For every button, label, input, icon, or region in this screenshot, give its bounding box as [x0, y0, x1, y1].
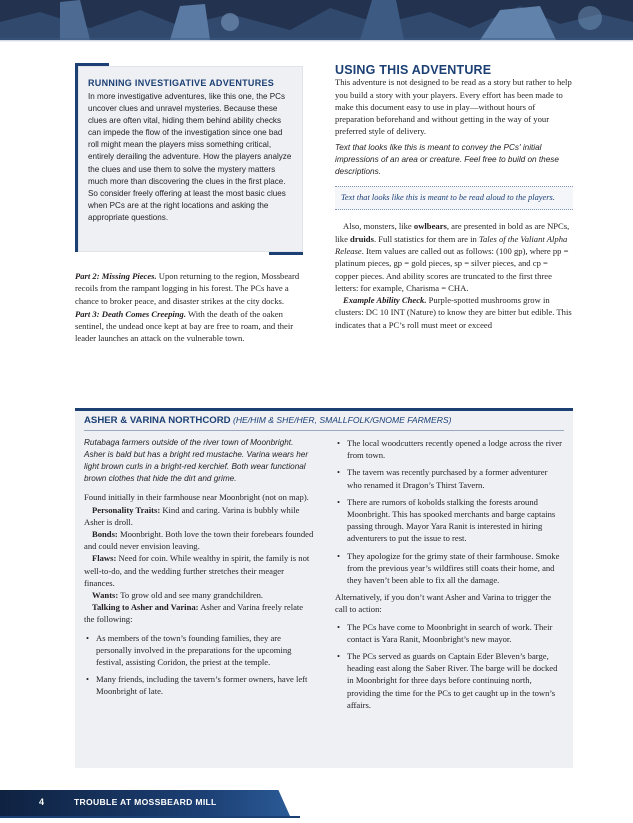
page-number: 4 — [39, 797, 45, 807]
npc-traits — [84, 504, 314, 528]
list-item: • The tavern was recently purchased by a former adventurer who renamed it Dragon’s Thirst Tavern. — [335, 466, 563, 490]
npc-flaws — [84, 552, 314, 589]
wants-text: To grow old and see many grandchildren. — [118, 590, 264, 600]
p3-tales: Tales of the Valiant Alpha Release — [335, 233, 568, 256]
p3-b: , are presented in bold as are NPCs, like — [335, 221, 570, 244]
npc-tag: (HE/HIM & SHE/HER, SMALLFOLK/GNOME FARMERS) — [230, 415, 452, 425]
bonds-text: Moonbright. Both love the town their forebears founded and could never envision leaving. — [84, 528, 314, 552]
sidebar-title: RUNNING INVESTIGATIVE ADVENTURES — [88, 78, 275, 88]
page-footer — [0, 782, 633, 823]
header-illustration — [0, 0, 633, 40]
using-paragraph-2: Text that looks like this is meant to convey the PCs' initial impressions of an area or creature. Feel free to build on these descriptions. — [335, 142, 559, 176]
npc-found: Found initially in their farmhouse near Moonbright (not on map). — [84, 492, 309, 503]
p3-c: . Full statistics for them are in — [373, 233, 479, 244]
traits-label: Personality Traits: — [92, 504, 161, 515]
list-item: • As members of the town’s founding families, they are personally involved in the preparations for the upcoming festival, assisting Coridon, the priest at the temple. — [84, 632, 314, 669]
npc-wants — [84, 589, 314, 601]
using-paragraph-1: This adventure is not designed to be read as a story but rather to help you build a story with your players. Every effort has been made to make this document easy to use in play—without hours of preparation beforehand and without getting in the way of your preferred style of delivery. — [335, 77, 572, 137]
list-item: • They apologize for the grimy state of their farmhouse. Smoke from the previous year’s wildfires still coats their home, and they haven’t been able to fix all the damage. — [335, 550, 563, 587]
traits-text: Kind and caring. Varina is bubbly while Asher is droll. — [84, 504, 300, 527]
list-item: • The local woodcutters recently opened a lodge across the river from town. — [335, 437, 563, 461]
npc-alternative: Alternatively, if you don’t want Asher and Varina to trigger the call to action: — [335, 592, 552, 615]
footer-title: TROUBLE AT MOSSBEARD MILL — [74, 797, 217, 807]
part-2-paragraph — [75, 270, 303, 307]
p4-label: Example Ability Check. — [343, 295, 427, 306]
part-2-label: Part 2: Missing Pieces. — [75, 271, 157, 281]
npc-title — [84, 415, 452, 426]
list-item: • Many friends, including the tavern’s former owners, have left Moonbright of late. — [84, 673, 314, 697]
p3-d: . Item values are called out as follows: (100 gp), where pp = platinum pieces, gp = gold pieces, sp = silver pieces, and cp = copper pieces. And ability scores are truncated to the first three letters: for example, Charisma = CHA. — [335, 245, 569, 293]
npc-right-column — [335, 437, 563, 716]
sidebar-investigative — [75, 66, 303, 252]
list-item: • There are rumors of kobolds stalking the forests around Moonbright. This has spooked merchants and barge captains passing through. Mayor Yara Ranit is interested in hiring adventurers to put the issue to rest. — [335, 496, 563, 545]
list-item: • The PCs have come to Moonbright in search of work. Their contact is Yara Ranit, Moonbright’s new mayor. — [335, 621, 563, 645]
header-fade — [0, 38, 633, 42]
using-paragraph-3 — [335, 220, 573, 294]
p4-text: Purple-spotted mushrooms grow in clusters: DC 10 INT (Nature) to know they are bitter but edible. This indicates that a PC’s roll must meet or exceed — [335, 295, 572, 330]
flaws-label: Flaws: — [92, 553, 117, 564]
left-column-text — [75, 270, 303, 345]
part-2-text: Upon returning to the region, Mossbeard recoils from the rampant logging in his forest. The PCs have a chance to broker peace, and disaster strikes at the city docks. — [75, 271, 300, 306]
footer-line — [0, 816, 300, 818]
p3-owlbears: owlbears — [413, 221, 447, 232]
read-aloud-box: Text that looks like this is meant to be read aloud to the players. — [335, 186, 573, 210]
npc-description: Rutabaga farmers outside of the river town of Moonbright. Asher is bald but has a bright red mustache. Varina wears her light brown curls in a bright-red kerchief. Both wear functional brown clothes that hide the dirt and grime. — [84, 438, 309, 484]
npc-divider — [84, 430, 564, 431]
npc-panel — [75, 408, 573, 768]
part-3-paragraph — [75, 308, 303, 345]
p3-druids: druids — [350, 233, 374, 244]
npc-talking — [84, 601, 314, 625]
part-3-label: Part 3: Death Comes Creeping. — [75, 308, 187, 319]
wants-label: Wants: — [92, 590, 119, 600]
right-column — [335, 64, 573, 331]
sidebar-body: In more investigative adventures, like this one, the PCs uncover clues and unravel mysteries. Because these clues are often vital, hiding them behind ability checks can impede the flow of the investigation since one bad roll might mean the players miss something critical, entirely derailing the adventure. How the players analyze the clues and use them to solve the mystery matters much more than discovering the clues in the first place. So consider freely offering at least the most basic clues when PCs are at the right locations and asking the appropriate questions. — [88, 92, 292, 222]
flaws-text: Need for coin. While wealthy in spirit, the family is not well-to-do, and the wedding further stretches their meager finances. — [84, 553, 310, 588]
list-item: • The PCs served as guards on Captain Eder Bleven’s barge, heading east along the Saber River. The barge will be docked in Moonbright for three days before continuing north, providing the time for the PCs to get caught up in the town’s affairs. — [335, 650, 563, 711]
p3-a: Also, monsters, like — [343, 221, 414, 232]
npc-left-column — [84, 437, 314, 703]
npc-bonds — [84, 528, 314, 552]
talking-text: Asher and Varina freely relate the following: — [84, 602, 304, 625]
using-heading: USING THIS ADVENTURE — [335, 63, 492, 77]
talking-label: Talking to Asher and Varina: — [92, 602, 199, 613]
npc-name: ASHER & VARINA NORTHCORD — [84, 415, 231, 426]
bonds-label: Bonds: — [92, 528, 118, 539]
part-3-text: With the death of the oaken sentinel, the undead once kept at bay are free to roam, and their leader launches an attack on the vulnerable town. — [75, 308, 294, 344]
header-art-graphic — [0, 0, 633, 40]
using-paragraph-4 — [335, 294, 573, 331]
